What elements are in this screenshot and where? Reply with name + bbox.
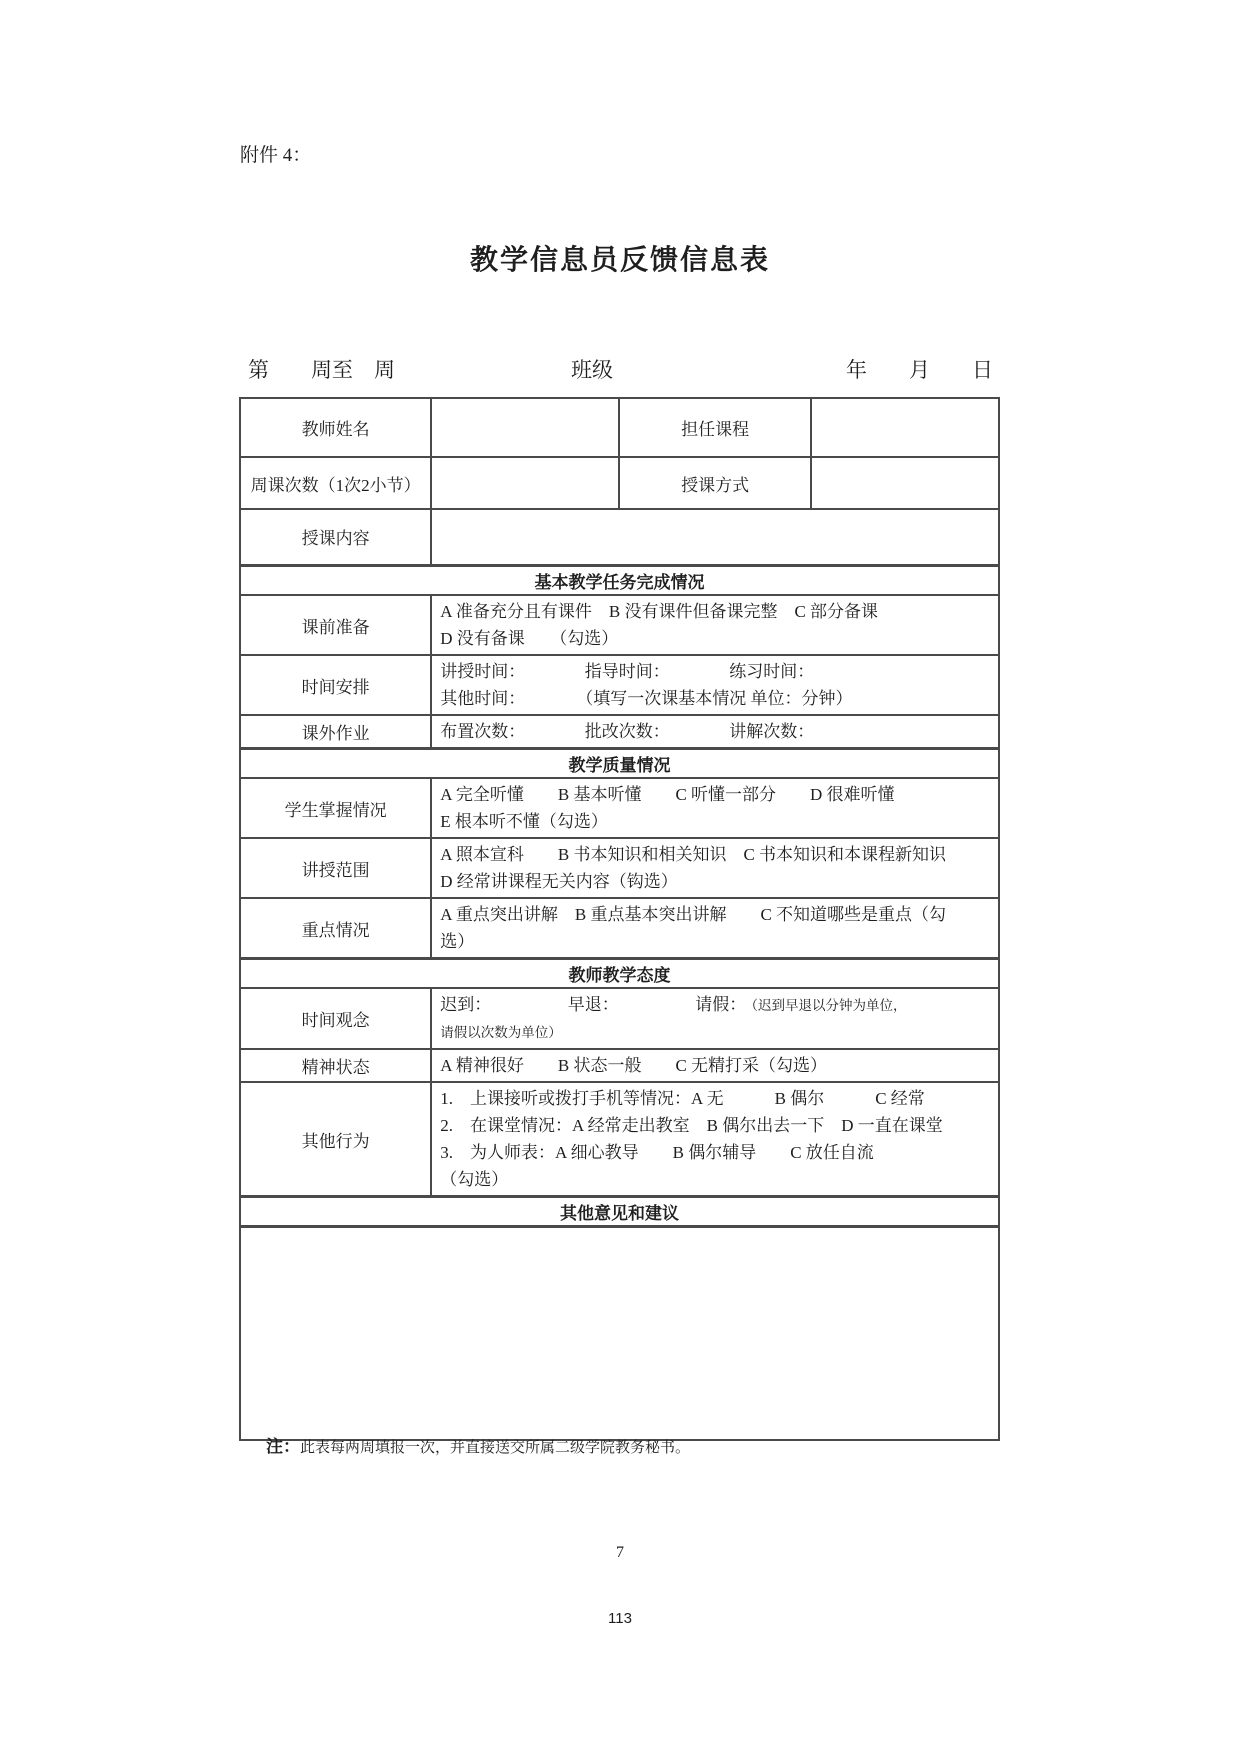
focus-line1: A 重点突出讲解 B 重点基本突出讲解 C 不知道哪些是重点（勾 bbox=[440, 905, 947, 924]
section-title: 基本教学任务完成情况 bbox=[240, 565, 999, 595]
time-arrangement-label: 时间安排 bbox=[240, 655, 431, 715]
table-row bbox=[240, 778, 999, 838]
table-row bbox=[240, 509, 999, 565]
table-row bbox=[240, 1227, 999, 1440]
table-row bbox=[240, 595, 999, 655]
document-page-number: 113 bbox=[608, 1610, 632, 1627]
punctuality-line1: 迟到： 早退： 请假： （迟到早退以分钟为单位， bbox=[440, 995, 907, 1014]
table-row bbox=[240, 457, 999, 509]
mastery-line1: A 完全听懂 B 基本听懂 C 听懂一部分 D 很难听懂 bbox=[440, 785, 895, 804]
section-teaching-quality bbox=[240, 749, 999, 779]
spirit-line1: A 精神很好 B 状态一般 C 无精打采（勾选） bbox=[440, 1056, 828, 1075]
table-row bbox=[240, 398, 999, 457]
teaching-content-value bbox=[431, 509, 999, 565]
week-class-date-line bbox=[240, 354, 1002, 384]
course-value bbox=[811, 398, 999, 457]
time-arrangement-fields bbox=[431, 655, 999, 715]
scope-line2: D 经常讲课程无关内容（钩选） bbox=[440, 872, 678, 891]
class-label: 班级 bbox=[571, 358, 613, 382]
homework-fields bbox=[431, 715, 999, 749]
table-row bbox=[240, 988, 999, 1049]
time-line1: 讲授时间： 指导时间： 练习时间： bbox=[440, 662, 815, 681]
teacher-name-label: 教师姓名 bbox=[240, 398, 431, 457]
course-label: 担任课程 bbox=[619, 398, 810, 457]
punctuality-fields bbox=[431, 988, 999, 1049]
prep-line1: A 准备充分且有课件 B 没有课件但备课完整 C 部分备课 bbox=[440, 602, 879, 621]
teaching-content-label: 授课内容 bbox=[240, 509, 431, 565]
focus-label: 重点情况 bbox=[240, 898, 431, 959]
feedback-form-table bbox=[239, 397, 1000, 1441]
footnote-text: 此表每两周填报一次，并直接送交所属二级学院教务秘书。 bbox=[300, 1440, 691, 1456]
other-behavior-options bbox=[431, 1082, 999, 1197]
homework-line1: 布置次数： 批改次数： 讲解次数： bbox=[440, 722, 815, 741]
table-row bbox=[240, 898, 999, 959]
attachment-label: 附件 4： bbox=[240, 145, 312, 166]
other-line3: 3. 为人师表：A 细心教导 B 偶尔辅导 C 放任自流 bbox=[440, 1143, 874, 1162]
time-line2: 其他时间： （填写一次课基本情况 单位：分钟） bbox=[440, 689, 853, 708]
focus-line2: 选） bbox=[440, 932, 475, 951]
spirit-options bbox=[431, 1049, 999, 1082]
spirit-label: 精神状态 bbox=[240, 1049, 431, 1082]
mastery-options bbox=[431, 778, 999, 838]
footnote bbox=[266, 1432, 690, 1457]
mastery-line2: E 根本听不懂（勾选） bbox=[440, 812, 608, 831]
table-row bbox=[240, 1082, 999, 1197]
punctuality-label: 时间观念 bbox=[240, 988, 431, 1049]
section-basic-tasks bbox=[240, 565, 999, 595]
mastery-label: 学生掌握情况 bbox=[240, 778, 431, 838]
section-teacher-attitude bbox=[240, 959, 999, 989]
homework-label: 课外作业 bbox=[240, 715, 431, 749]
section-other-comments bbox=[240, 1197, 999, 1227]
teacher-name-value bbox=[431, 398, 619, 457]
prep-label: 课前准备 bbox=[240, 595, 431, 655]
footnote-label: 注： bbox=[266, 1437, 300, 1456]
scope-label: 讲授范围 bbox=[240, 838, 431, 898]
date-label: 年 月 日 bbox=[846, 358, 993, 382]
table-row bbox=[240, 715, 999, 749]
teaching-method-label: 授课方式 bbox=[619, 457, 810, 509]
table-row bbox=[240, 1049, 999, 1082]
table-row bbox=[240, 655, 999, 715]
comments-area bbox=[240, 1227, 999, 1440]
page-title: 教学信息员反馈信息表 bbox=[469, 245, 770, 276]
section-title: 教师教学态度 bbox=[240, 959, 999, 989]
teaching-method-value bbox=[811, 457, 999, 509]
week-range-label: 第 周至 周 bbox=[248, 358, 395, 382]
section-title: 教学质量情况 bbox=[240, 749, 999, 779]
weekly-sessions-label: 周课次数（1次2小节） bbox=[240, 457, 431, 509]
other-behavior-label: 其他行为 bbox=[240, 1082, 431, 1197]
other-line4: （勾选） bbox=[440, 1170, 509, 1189]
scope-options bbox=[431, 838, 999, 898]
page-number: 7 bbox=[616, 1544, 624, 1561]
prep-options bbox=[431, 595, 999, 655]
section-title: 其他意见和建议 bbox=[240, 1197, 999, 1227]
weekly-sessions-value bbox=[431, 457, 619, 509]
other-line1: 1. 上课接听或拨打手机等情况：A 无 B 偶尔 C 经常 bbox=[440, 1089, 925, 1108]
prep-line2: D 没有备课 （勾选） bbox=[440, 629, 619, 648]
punctuality-line2: 请假以次数为单位） bbox=[440, 1025, 562, 1040]
other-line2: 2. 在课堂情况：A 经常走出教室 B 偶尔出去一下 D 一直在课堂 bbox=[440, 1116, 943, 1135]
scope-line1: A 照本宣科 B 书本知识和相关知识 C 书本知识和本课程新知识 bbox=[440, 845, 947, 864]
focus-options bbox=[431, 898, 999, 959]
table-row bbox=[240, 838, 999, 898]
